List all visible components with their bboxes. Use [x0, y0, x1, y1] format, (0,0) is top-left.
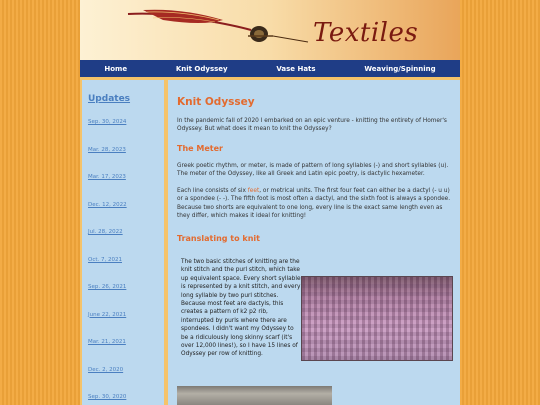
feet-text-end: , or metrical units. The first four feet can either be a dactyl (- u u) or a spondee (- -). The fifth foot is most often a dactyl, and the sixth foot is always a spondee. Because two shorts are equivalent to one long, every line is the exact same length even as they differ, which makes it ideal for knitting! — [177, 188, 451, 220]
spindle-logo — [123, 6, 313, 46]
site-title: Textiles — [313, 18, 419, 48]
feet-link[interactable]: feet — [247, 188, 260, 194]
update-link[interactable]: Sep. 30, 2024 — [88, 119, 127, 125]
page-title: Knit Odyssey — [177, 96, 255, 108]
knitting-photo — [177, 386, 332, 405]
nav-home[interactable]: Home — [104, 64, 128, 73]
main-nav — [80, 60, 460, 77]
meter-paragraph: Greek poetic rhythm, or meter, is made of pattern of long syllables (-) and short syllables (u). The meter of the Odyssey, like all Greek and Latin epic poetry, is dactylic hexameter. — [177, 163, 449, 178]
update-link[interactable]: Dec. 2, 2020 — [88, 366, 124, 373]
update-link[interactable]: Mar. 17, 2023 — [88, 174, 126, 180]
update-link[interactable]: Mar. 28, 2023 — [88, 146, 126, 153]
update-link[interactable]: Dec. 12, 2022 — [88, 201, 127, 208]
update-link[interactable]: June 22, 2021 — [88, 311, 127, 318]
nav-knit-odyssey[interactable]: Knit Odyssey — [175, 64, 228, 73]
main-content — [168, 80, 460, 405]
feet-text-start: Each line consists of six — [177, 188, 248, 194]
update-link[interactable]: Sep. 30, 2020 — [88, 394, 127, 400]
intro-paragraph: In the pandemic fall of 2020 I embarked on an epic venture - knitting the entirety of Homer's Odyssey. But what does it mean to knit the Odyssey? — [177, 118, 447, 133]
updates-heading[interactable]: Updates — [88, 94, 131, 104]
meter-heading: The Meter — [177, 144, 223, 153]
knitted-scarf-photo — [301, 276, 453, 361]
nav-weaving-spinning[interactable]: Weaving/Spinning — [364, 64, 436, 73]
translate-heading: Translating to knit — [177, 234, 260, 243]
update-link[interactable]: Sep. 26, 2021 — [88, 284, 127, 290]
update-link[interactable]: Mar. 21, 2021 — [88, 339, 126, 345]
feet-paragraph — [177, 187, 453, 221]
update-link[interactable]: Jul. 28, 2022 — [88, 229, 123, 235]
nav-vase-hats[interactable]: Vase Hats — [276, 64, 316, 73]
update-link[interactable]: Oct. 7, 2021 — [88, 256, 122, 263]
translate-paragraph: The two basic stitches of knitting are the knit stitch and the purl stitch, which take up equivalent space. Every short syllable is represented by a knit stitch, and every long syllable by two purl stitches. Because most feet are dactyls, this creates a pattern of k2 p2 rib, interrupted by purls where there are spondees. I didn't want my Odyssey to be a ridiculously long skinny scarf (it's over 12,000 lines!), so I have 15 lines of Odyssey per row of knitting. — [181, 259, 301, 358]
updates-sidebar — [82, 80, 164, 405]
